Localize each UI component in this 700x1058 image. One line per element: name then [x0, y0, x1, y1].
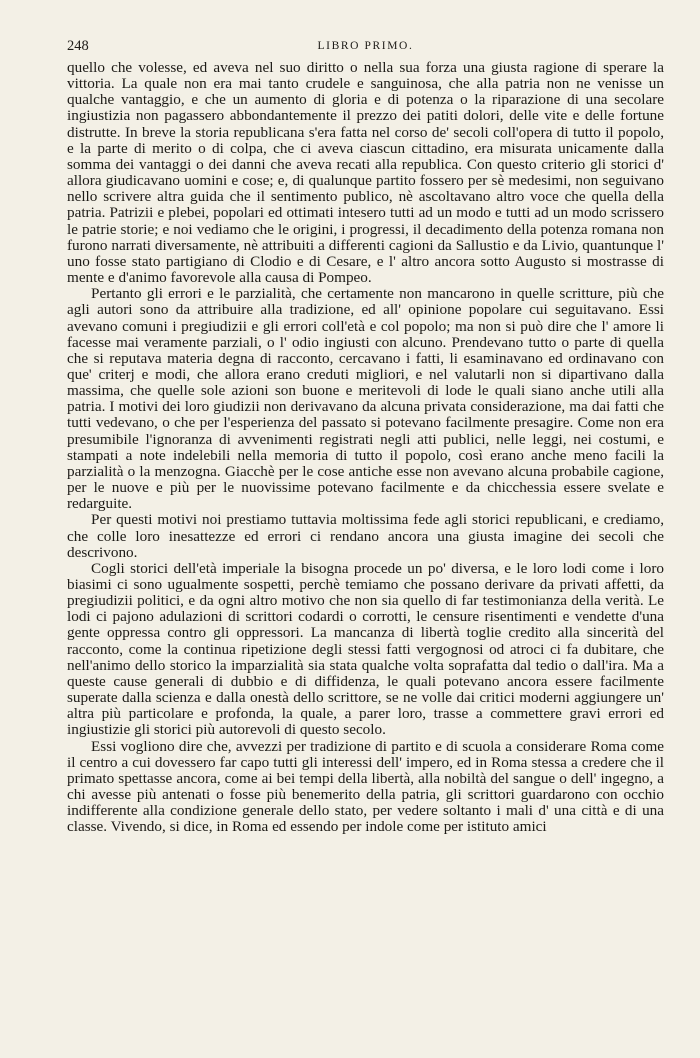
page-body [67, 60, 664, 836]
paragraph: Cogli storici dell'età imperiale la bisogna procede un po' diversa, e le loro lodi come i loro biasimi ci sono ugualmente sospetti, perchè temiamo che possano derivare da privati affetti, da pregiudizii politici, e da ogni altro motivo che non sia quello di far testimonianza della verità. Le lodi ci pajono adulazioni di scrittori codardi o corrotti, le censure risentimenti e vendette d'una gente oppressa contro gli oppressori. La mancanza di libertà toglie credito alla sincerità del racconto, come la continua ripetizione degli stessi fatti vergognosi od atroci ci fa dubitare, che nell'animo dello storico la imparzialità sia stata qualche volta soprafatta dal tedio o dall'ira. Ma a queste cause generali di dubbio e di diffidenza, le quali potevano ancora essere facilmente superate dalla scienza e dalla onestà dello scrittore, se ne volle dai critici moderni aggiungere un' altra più particolare e profonda, la quale, a parer loro, trasse a commettere gravi errori ed ingiustizie gli storici più autorevoli di questo secolo. [67, 559, 664, 739]
paragraph-continued: quello che volesse, ed aveva nel suo diritto o nella sua forza una giusta ragione di sperare la vittoria. La quale non era mai tanto crudele e sanguinosa, che alla patria non ne venisse un qualche vantaggio, e che un aumento di gloria e di potenza o la riparazione di una secolare ingiustizia non pagassero abbondantemente il prezzo dei patiti dolori, delle vite e delle fortune distrutte. In breve la storia republicana s'era fatta nel corso de' secoli coll'opera di tutto il popolo, e la parte di merito o di colpa, che ci aveva ciascun cittadino, era misurata unicamente dalla somma dei vantaggi o dei danni che aveva recati alla republica. Con questo criterio gli storici d' allora giudicavano uomini e cose; e, di qualunque partito fossero per sè medesimi, non seguivano nello scrivere altra guida che il sentimento publico, nè ascoltavano altro voce che quella della patria. Patrizii e plebei, popolari ed ottimati intesero tutti ad un modo e tutti ad un modo scrissero le patrie storie; e noi vediamo che le origini, i progressi, il decadimento della potenza romana non furono narrati diversamente, nè attribuiti a differenti cagioni da Sallustio e da Livio, quantunque l' uno fosse stato partigiano di Clodio e di Cesare, e l' altro ancora sotto Augusto si mostrasse di mente e d'animo favorevole alla causa di Pompeo. [67, 59, 664, 287]
paragraph: Per questi motivi noi prestiamo tuttavia moltissima fede agli storici republicani, e crediamo, che colle loro inesattezze ed errori ci rendano ancora una giusta imagine dei secoli che descrivono. [67, 511, 664, 561]
running-head: LIBRO PRIMO. [317, 40, 414, 52]
page-header [67, 38, 664, 56]
paragraph: Essi vogliono dire che, avvezzi per tradizione di partito e di scuola a considerare Roma come il centro a cui dovessero far capo tutti gli interessi dell' impero, ed in Roma stessa a credere che il primato spettasse ancora, come ai bei tempi della libertà, alla nobiltà del sangue o dell' ingegno, a chi avesse più antenati o fosse più benemerito della patria, gli scrittori guardarono con occhio indifferente alla condizione generale dello stato, per vedere soltanto i mali d' una città e di una classe. Vivendo, si dice, in Roma ed essendo per indole come per istituto amici [67, 737, 664, 836]
paragraph: Pertanto gli errori e le parzialità, che certamente non mancarono in quelle scritture, più che agli autori sono da attribuire alla tradizione, ed all' opinione popolare cui seguitavano. Essi avevano comuni i pregiudizii e gli errori coll'età e col popolo; ma non si può dire che l' amore li facesse mai veramente parziali, o l' odio ingiusti con alcuno. Prendevano tutto o parte di quella che si reputava materia degna di racconto, cercavano i fatti, li esaminavano ed ordinavano con que' criterj e modi, che allora erano creduti migliori, e nel valutarli non si dipartivano dalla massima, che quelle sole azioni son buone e meritevoli di lode le quali siano anche utili alla patria. I motivi dei loro giudizii non derivavano da alcuna privata considerazione, ma dai fatti che tutti vedevano, o che per l'esperienza del passato si potevano facilmente presagire. Come non era presumibile l'ignoranza di avvenimenti registrati negli atti publici, nelle leggi, nei costumi, e stampati a note indelebili nella memoria di tutto il popolo, così erano anche meno facili la parzialità o la menzogna. Giacchè per le cose antiche esse non avevano alcuna probabile cagione, per le nuove e più per le nuovissime potevano facilmente e da chicchessia essere svelate e redarguite. [67, 285, 664, 513]
page-number: 248 [67, 38, 89, 54]
